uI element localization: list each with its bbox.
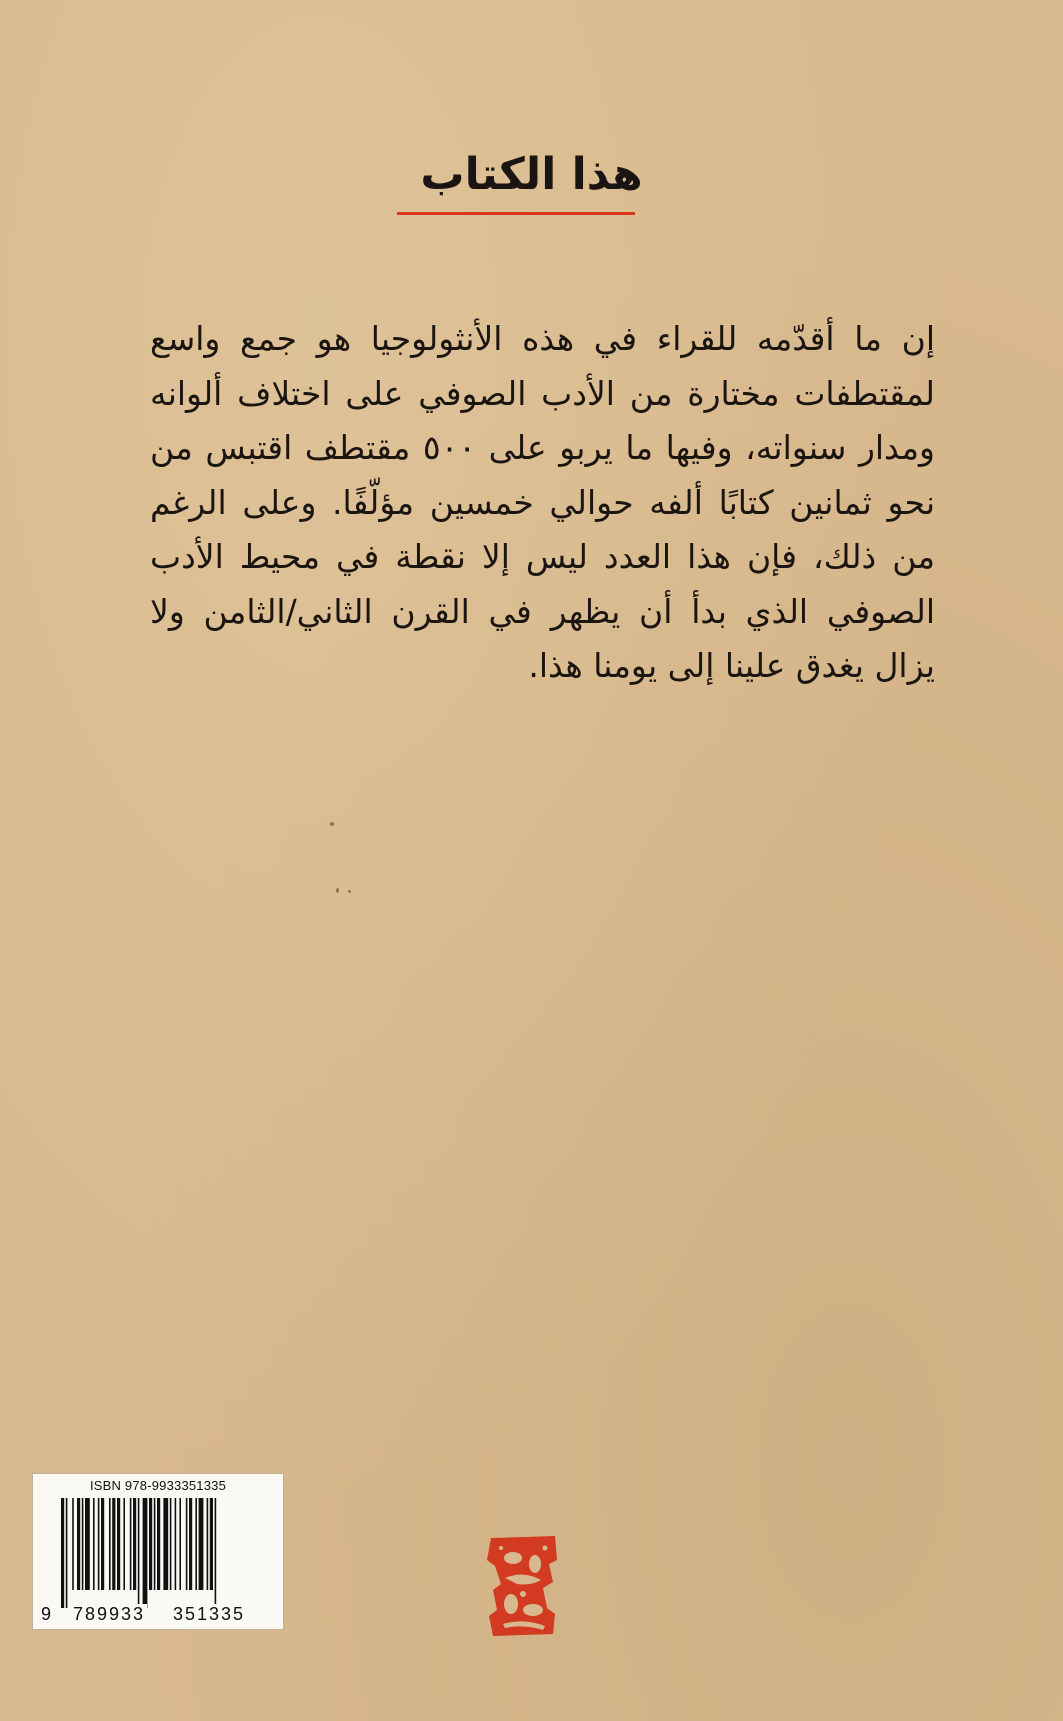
barcode-bar <box>109 1498 111 1590</box>
barcode-bar <box>207 1498 209 1590</box>
barcode-bar <box>170 1498 172 1590</box>
barcode-bar <box>72 1498 74 1590</box>
barcode-bar <box>186 1498 188 1590</box>
barcode-digit-first: 9 <box>41 1604 52 1624</box>
isbn-barcode <box>32 1473 284 1630</box>
barcode-bar <box>179 1498 181 1590</box>
barcode-bar <box>85 1498 90 1590</box>
barcode-digit-group-right: 351335 <box>173 1604 246 1624</box>
barcode-bar <box>133 1498 136 1590</box>
barcode-bar <box>215 1498 217 1608</box>
paper-speck <box>348 890 351 893</box>
barcode-bar <box>163 1498 168 1590</box>
barcode-bar <box>61 1498 64 1608</box>
blurb-paragraph: إن ما أقدّمه للقراء في هذه الأنثولوجيا هو جمع واسع لمقتطفات مختارة من الأدب الصوفي على اختلاف ألوانه ومدار سنواته، وفيها ما يربو على ٥٠٠ مقتطف اقتبس من نحو ثمانين كتابًا ألفه حوالي خمسين مؤلّفًا. وعلى الرغم من ذلك، فإن هذا العدد ليس إلا نقطة في محيط الأدب الصوفي الذي بدأ أن يظهر في القرن الثاني/الثامن ولا يزال يغدق علينا إلى يومنا هذا. <box>150 319 935 685</box>
barcode-bar <box>195 1498 197 1590</box>
barcode-bar <box>77 1498 80 1590</box>
publisher-logo-icon <box>483 1530 563 1640</box>
barcode-bar <box>112 1498 115 1590</box>
barcode-bar <box>157 1498 160 1590</box>
barcode-bar <box>130 1498 132 1590</box>
barcode-bar <box>138 1498 140 1608</box>
barcode-bar <box>82 1498 84 1590</box>
barcode-bar <box>98 1498 100 1590</box>
barcode-bar <box>101 1498 104 1590</box>
barcode-bar <box>66 1498 68 1608</box>
barcode-bar <box>93 1498 95 1590</box>
barcode-bar <box>149 1498 152 1590</box>
isbn-label: ISBN 978-9933351335 <box>89 1478 227 1493</box>
cover-title: هذا الكتاب <box>420 149 643 200</box>
barcode-bar <box>175 1498 177 1590</box>
barcode-bar <box>154 1498 156 1590</box>
paper-speck <box>330 822 334 826</box>
barcode-bar <box>199 1498 204 1590</box>
barcode-digit-group-left: 789933 <box>73 1604 146 1624</box>
barcode-bar <box>189 1498 192 1590</box>
barcode-bars <box>61 1498 266 1608</box>
title-underline <box>397 212 635 215</box>
barcode-bar <box>143 1498 148 1608</box>
paper-speck <box>336 888 339 893</box>
barcode-bar <box>117 1498 120 1590</box>
barcode-bar <box>210 1498 213 1590</box>
barcode-bar <box>123 1498 125 1590</box>
